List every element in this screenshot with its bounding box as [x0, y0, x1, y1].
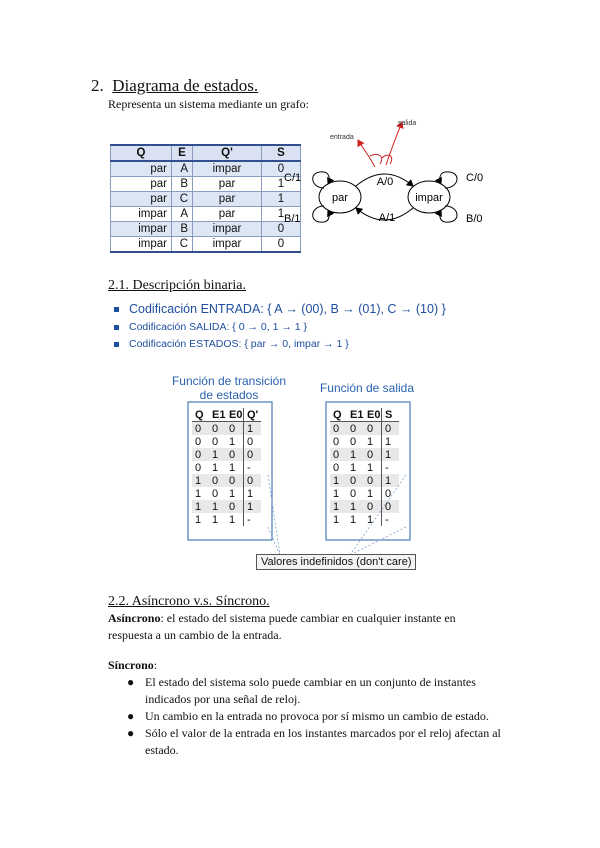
state-table-cell: impar [193, 237, 262, 253]
truth-table-cell: 0 [364, 422, 382, 436]
truth-table-cell: 1 [209, 448, 226, 461]
state-graph [280, 112, 495, 242]
truth-table-cell: 1 [212, 461, 219, 474]
truth-table-cell: 0 [350, 435, 357, 448]
state-table-row [111, 177, 301, 192]
truth-table-cell: - [244, 461, 262, 474]
state-table-cell: impar [111, 222, 172, 237]
bullet-square-icon [114, 307, 119, 312]
entrada-annotation: entrada [330, 134, 354, 141]
state-table-cell: 1 [262, 207, 301, 222]
loop-par-bottom-label: B/1 [284, 213, 301, 225]
truth-table-cell: 0 [195, 435, 202, 448]
section-21-title: 2.1. Descripción binaria. [108, 278, 247, 293]
truth-table-header: Q [330, 408, 347, 422]
state-table-cell: 1 [262, 177, 301, 192]
truth-table-cell: 0 [195, 461, 202, 474]
truth-table-cell: 0 [364, 500, 382, 513]
bullet-dot-icon: ● [127, 726, 135, 740]
truth-table-cell: 1 [192, 500, 209, 513]
truth-table-cell: 0 [382, 422, 400, 436]
state-table-row [111, 222, 301, 237]
truth-table-cell: 0 [382, 487, 400, 500]
salida-arrow [386, 122, 402, 165]
truth-table-cell: 1 [382, 448, 400, 461]
truth-table-header: E0 [364, 408, 382, 422]
dont-care-pointer [268, 527, 280, 555]
truth-table-cell: 0 [382, 500, 400, 513]
truth-table-cell: 0 [209, 422, 226, 436]
state-table-cell: impar [193, 161, 262, 177]
truth-table-header: E0 [226, 408, 244, 422]
state-table-cell: par [111, 192, 172, 207]
state-table-header: Q [111, 145, 172, 161]
section-title: Diagrama de estados. [112, 76, 259, 95]
state-table-cell: C [172, 237, 193, 253]
truth-table-cell: 0 [333, 435, 340, 448]
state-table-cell: impar [111, 237, 172, 253]
truth-table-cell: 1 [229, 461, 236, 474]
truth-table-cell: 1 [229, 435, 236, 448]
state-table-cell: 0 [262, 161, 301, 177]
truth-table-cell: 0 [192, 448, 209, 461]
encoding-entrada: Codificación ENTRADA: { A → (00), B → (01), C → (10) } [114, 302, 446, 316]
async-text: : el estado del sistema puede cambiar en cualquier instante en respuesta a un cambio de la entrada. [108, 611, 456, 642]
state-par-label: par [332, 192, 348, 204]
state-table-cell: B [172, 177, 193, 192]
truth-table-header: Q [192, 408, 209, 422]
state-table-cell: par [111, 161, 172, 177]
state-table-cell: B [172, 222, 193, 237]
async-term: Asíncrono [108, 611, 161, 625]
truth-table-cell: 1 [195, 487, 202, 500]
truth-table-cell: 0 [244, 474, 262, 487]
state-impar-label: impar [415, 192, 443, 204]
state-table-cell: 0 [262, 222, 301, 237]
async-paragraph [108, 610, 488, 644]
sync-bullet: ● Un cambio en la entrada no provoca por sí mismo un cambio de estado. [127, 709, 489, 723]
state-table-cell: impar [111, 207, 172, 222]
state-table-cell: impar [193, 222, 262, 237]
truth-table-cell: 0 [192, 422, 209, 436]
section-heading [91, 76, 258, 96]
truth-table-cell: 0 [212, 435, 219, 448]
truth-table-cell: 1 [367, 513, 374, 526]
truth-table-cell: 1 [347, 500, 364, 513]
state-table-cell: par [193, 192, 262, 207]
dont-care-pointer [350, 527, 406, 555]
encoding-salida: Codificación SALIDA: { 0 → 0, 1 → 1 } [114, 321, 307, 333]
section-22-title: 2.2. Asíncrono v.s. Síncrono. [108, 594, 270, 609]
state-table-cell: par [193, 177, 262, 192]
truth-table-cell: 0 [226, 500, 244, 513]
truth-table-cell: 1 [229, 487, 236, 500]
truth-table-cell: - [382, 513, 400, 526]
truth-table-cell: 0 [347, 474, 364, 487]
sync-term: Síncrono [108, 658, 154, 672]
edge-par-impar-label: A/0 [376, 176, 394, 188]
truth-table-cell: 0 [209, 474, 226, 487]
truth-table-cell: 1 [367, 487, 374, 500]
state-table-row [111, 192, 301, 207]
truth-table-cell: 0 [330, 422, 347, 436]
truth-table-cell: - [244, 513, 262, 526]
state-table-row [111, 237, 301, 253]
truth-table-cell: 1 [330, 500, 347, 513]
transition-table-frame [188, 402, 272, 540]
truth-table-cell: 1 [229, 513, 236, 526]
sync-bullet: ● Sólo el valor de la entrada en los instantes marcados por el reloj afectan al estado. [127, 726, 501, 757]
truth-table-cell: 1 [382, 474, 400, 487]
truth-table-cell: 0 [226, 448, 244, 461]
output-caption: Función de salida [319, 381, 415, 395]
truth-table-cell: 1 [350, 461, 357, 474]
truth-table-cell: 1 [350, 513, 357, 526]
truth-table-cell: 1 [244, 500, 262, 513]
truth-table-cell: 0 [364, 448, 382, 461]
truth-table-cell: 1 [212, 513, 219, 526]
truth-table-cell: 1 [333, 487, 340, 500]
state-table-cell: 0 [262, 237, 301, 253]
truth-table-cell: 1 [195, 513, 202, 526]
truth-table-header: E1 [209, 408, 226, 422]
truth-table-cell: 0 [212, 487, 219, 500]
entrada-arrow [358, 140, 375, 167]
truth-table-header: S [382, 408, 400, 422]
truth-table-cell: 1 [382, 435, 400, 448]
salida-annotation: salida [398, 120, 417, 127]
dont-care-pointer [268, 475, 280, 555]
truth-table-cell: 1 [244, 487, 262, 500]
state-table-header: E [172, 145, 193, 161]
state-table-cell: C [172, 192, 193, 207]
truth-table-cell: 1 [367, 435, 374, 448]
truth-table-cell: 1 [367, 461, 374, 474]
truth-table-cell: 1 [333, 513, 340, 526]
loop-par-top-label: C/1 [284, 172, 302, 184]
truth-table-cell: 1 [347, 448, 364, 461]
encoding-estados: Codificación ESTADOS: { par → 0, impar → 1 } [114, 338, 349, 350]
truth-table-cell: 0 [364, 474, 382, 487]
truth-table-cell: 0 [350, 487, 357, 500]
truth-table-header: Q' [244, 408, 262, 422]
truth-table-cell: - [382, 461, 400, 474]
output-table-frame [326, 402, 410, 540]
truth-table-cell: 0 [244, 435, 262, 448]
state-table-cell: A [172, 207, 193, 222]
intro-text: Representa un sistema mediante un grafo: [108, 97, 309, 111]
annotation-scribble [370, 154, 382, 164]
loop-impar-bottom-label: B/0 [466, 213, 483, 225]
truth-table-cell: 0 [347, 422, 364, 436]
state-table [110, 144, 301, 253]
loop-impar-top-label: C/0 [466, 172, 484, 184]
truth-table-cell: 0 [226, 422, 244, 436]
state-table-cell: A [172, 161, 193, 177]
dont-care-connectors [180, 400, 440, 575]
truth-table-cell: 0 [226, 474, 244, 487]
state-table-cell: par [193, 207, 262, 222]
truth-table-cell: 0 [333, 461, 340, 474]
bullet-square-icon [114, 342, 119, 347]
state-table-header: Q' [193, 145, 262, 161]
bullet-dot-icon: ● [127, 675, 135, 689]
truth-table-cell: 1 [192, 474, 209, 487]
state-table-cell: 1 [262, 192, 301, 207]
dont-care-label: Valores indefinidos (don't care) [256, 554, 416, 570]
truth-table-header: E1 [347, 408, 364, 422]
truth-table-cell: 0 [330, 448, 347, 461]
state-table-row [111, 207, 301, 222]
transition-caption: Función de transición de estados [171, 374, 287, 402]
edge-impar-par-label: A/1 [378, 212, 396, 224]
sync-heading: Síncrono: [108, 658, 158, 672]
sync-bullet: ● El estado del sistema solo puede cambiar en un conjunto de instantes indicados por una señal de reloj. [127, 675, 476, 706]
dont-care-pointer [350, 475, 406, 555]
state-table-cell: par [111, 177, 172, 192]
truth-table-cell: 1 [330, 474, 347, 487]
state-table-header: S [262, 145, 301, 161]
section-number: 2. [91, 76, 104, 95]
state-table-wrap [110, 144, 301, 253]
bullet-dot-icon: ● [127, 709, 135, 723]
truth-table-cell: 1 [209, 500, 226, 513]
truth-table-cell: 1 [244, 422, 262, 436]
bullet-square-icon [114, 325, 119, 330]
state-table-row [111, 161, 301, 177]
truth-table-cell: 0 [244, 448, 262, 461]
